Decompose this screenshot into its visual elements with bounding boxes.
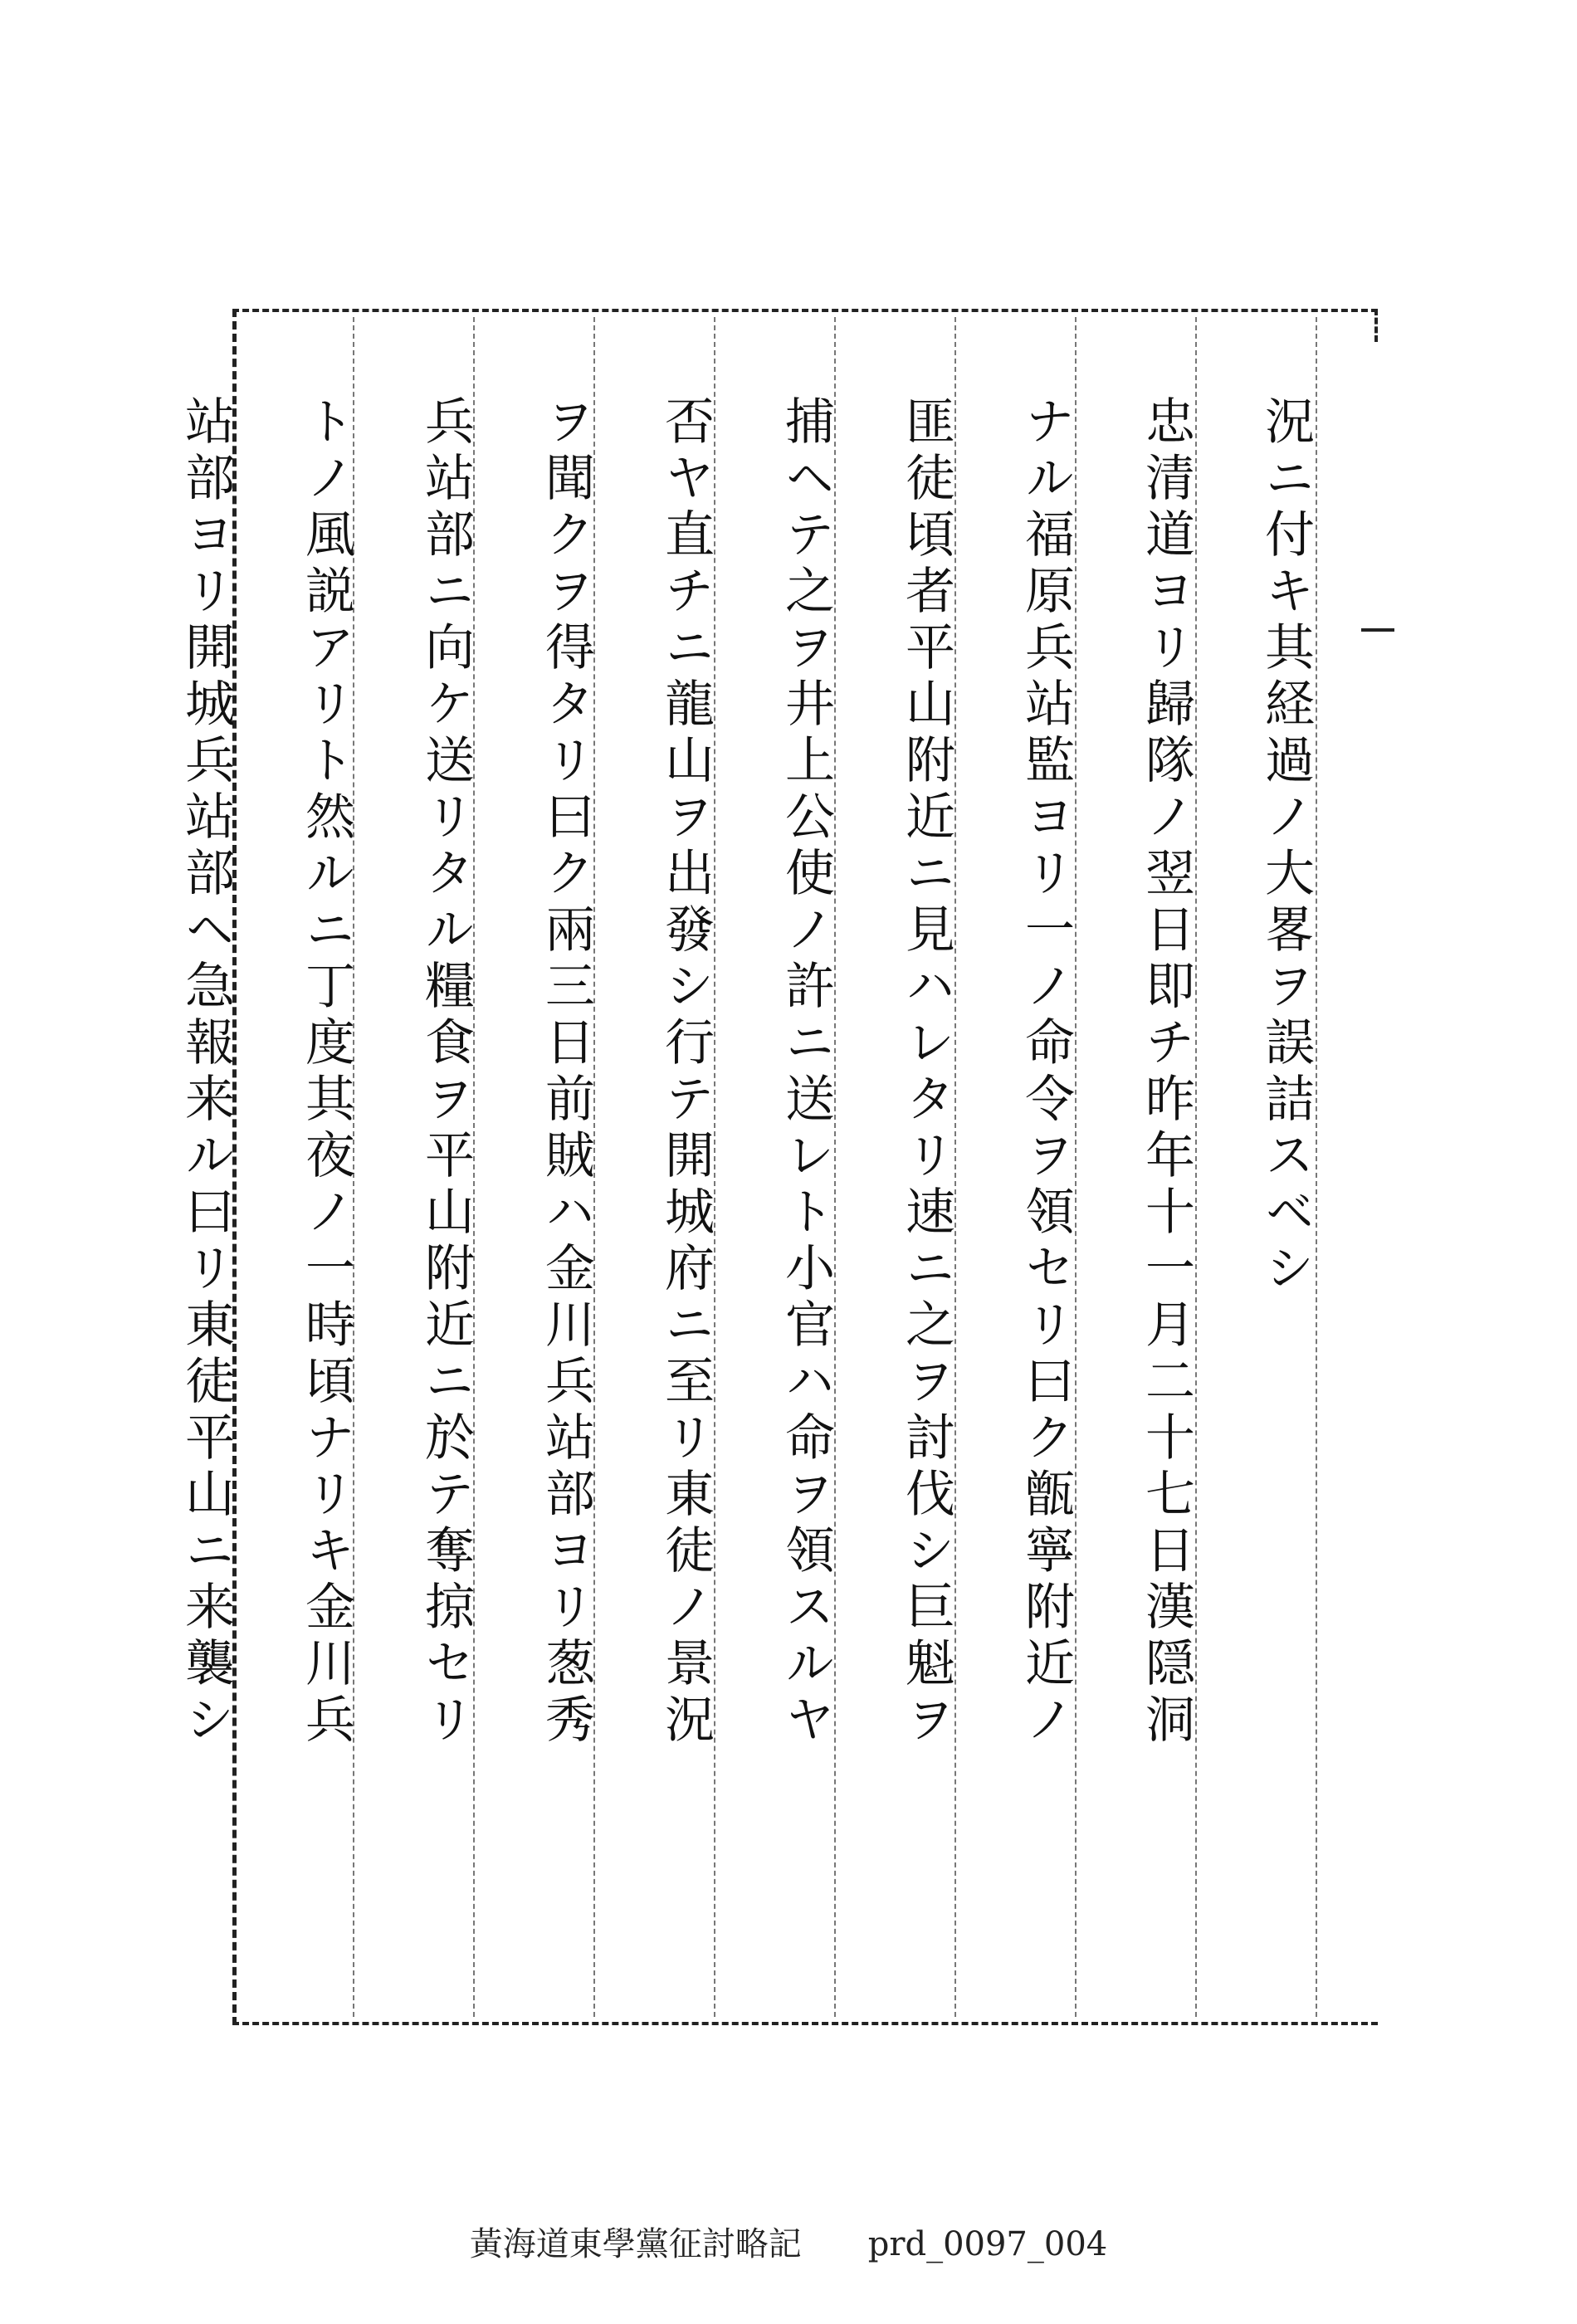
text-column-10: 站部ヨリ開城兵站部ヘ急報来ル曰リ東徒平山ニ来襲シ [177, 395, 235, 1750]
text-column-4: 匪徒頃者平山附近ニ見ハレタリ速ニ之ヲ討伐シ巨魁ヲ [897, 395, 955, 1750]
text-column-3: ナル福原兵站監ヨリ一ノ命令ヲ領セリ曰ク甑寧附近ノ [1017, 395, 1075, 1750]
frame-top-rule [232, 309, 1378, 312]
text-column-8: 兵站部ニ向ケ送リタル糧食ヲ平山附近ニ於テ奪掠セリ [417, 395, 475, 1750]
footer-code: prd_0097_004 [867, 2225, 1108, 2263]
margin-tick-mark [1361, 628, 1394, 632]
frame-bottom-rule [232, 2022, 1378, 2025]
frame-right-rule [1374, 309, 1378, 342]
footer-title: 黃海道東學黨征討略記 [469, 2225, 802, 2263]
page-footer [0, 2218, 1577, 2265]
text-column-2: 忠清道ヨリ歸隊ノ翌日即チ昨年十一月二十七日漢隠洞 [1137, 395, 1195, 1750]
text-column-9: トノ風説アリト然ルニ丁度其夜ノ一時頃ナリキ金川兵 [297, 395, 355, 1750]
text-column-6: 否ヤ直チニ龍山ヲ出發シ行テ開城府ニ至リ東徒ノ景況 [657, 395, 715, 1750]
text-column-5: 捕ヘテ之ヲ井上公使ノ許ニ送レト小官ハ命ヲ領スルヤ [777, 395, 835, 1750]
text-column-1: 況ニ付キ其経過ノ大畧ヲ誤詰スベシ [1257, 395, 1315, 1298]
text-column-7: ヲ聞クヲ得タリ曰ク兩三日前賊ハ金川兵站部ヨリ葱秀 [537, 395, 595, 1750]
manuscript-frame [177, 309, 1378, 2025]
